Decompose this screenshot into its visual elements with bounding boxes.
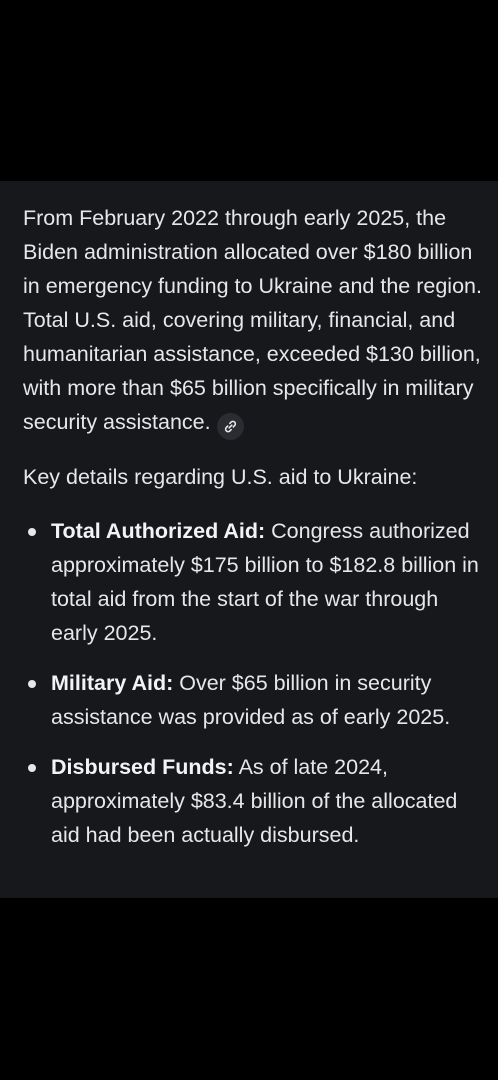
list-item-term: Total Authorized Aid: <box>51 519 266 543</box>
response-content <box>23 201 483 868</box>
citation-link-button[interactable] <box>217 413 244 440</box>
intro-paragraph <box>23 201 483 440</box>
bottom-blank-area <box>0 898 498 1080</box>
list-item-text: As of late 2024, approximately $83.4 billion of the allocated aid had been actually disbursed. <box>51 755 458 847</box>
list-item-total-authorized-aid <box>23 514 483 650</box>
aid-details-list <box>23 514 483 852</box>
key-details-heading: Key details regarding U.S. aid to Ukraine: <box>23 465 418 489</box>
link-icon <box>223 419 238 434</box>
list-item-text: Congress authorized approximately $175 billion to $182.8 billion in total aid from the start of the war through early 2025. <box>51 519 479 645</box>
bullet-icon <box>28 528 36 536</box>
list-item-disbursed-funds <box>23 750 483 852</box>
bullet-icon <box>28 764 36 772</box>
bullet-icon <box>28 680 36 688</box>
top-blank-area <box>0 0 498 181</box>
intro-text: From February 2022 through early 2025, the Biden administration allocated over $180 billion in emergency funding to Ukraine and the region. Total U.S. aid, covering military, financial, and humanitarian assistance, exceeded $130 billion, with more than $65 billion specifically in military security assistance. <box>23 206 482 434</box>
list-item-term: Military Aid: <box>51 671 174 695</box>
list-item-military-aid <box>23 666 483 734</box>
list-item-text: Over $65 billion in security assistance was provided as of early 2025. <box>51 671 451 729</box>
list-item-term: Disbursed Funds: <box>51 755 234 779</box>
